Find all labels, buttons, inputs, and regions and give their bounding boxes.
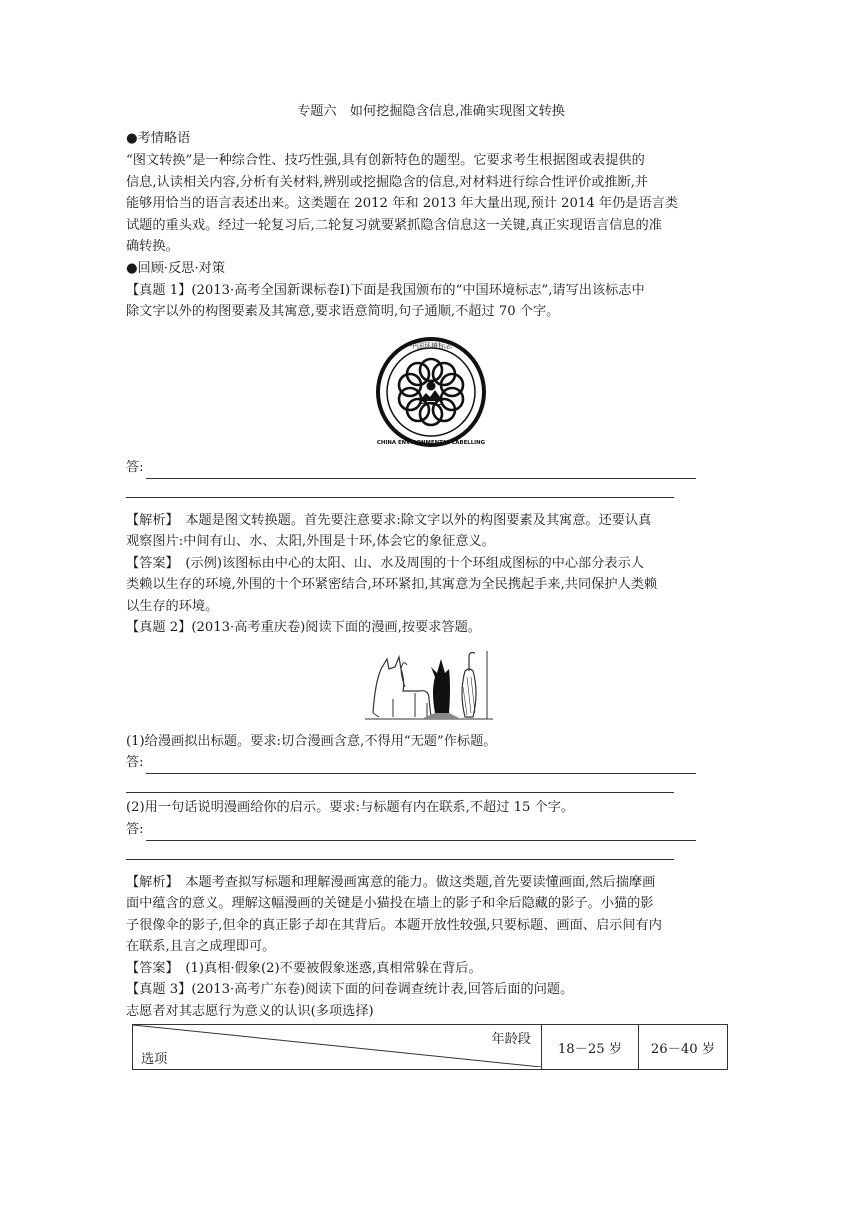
- environment-logo-icon: [375, 331, 487, 453]
- survey-table: [132, 1024, 728, 1070]
- answer-label: 答:: [126, 755, 144, 770]
- table-header-row: [133, 1025, 728, 1070]
- answer-line[interactable]: [126, 457, 736, 479]
- overview-line: “图文转换”是一种综合性、技巧性强,具有创新特色的题型。它要求考生根据图或表提供的: [126, 153, 645, 168]
- logo-top-text: 中国环境标志: [410, 341, 452, 350]
- diagonal-divider: [133, 1025, 541, 1067]
- answer-text: 类赖以生存的环境,外围的十个环紧密结合,环环紧扣,其寓意为全民携起手来,共同保护人类赖: [126, 577, 658, 592]
- question-2-text: 【真题 2】(2013·高考重庆卷)阅读下面的漫画,按要求答题。: [126, 620, 481, 635]
- analysis-text: 子很像伞的影子,但伞的真正影子却在其背后。本题开放性较强,只要标题、画面、启示间有内: [126, 917, 662, 933]
- overview-line: 能够用恰当的语言表述出来。这类题在 2012 年和 2013 年大量出现,预计 2014 年仍是语言类: [126, 196, 679, 211]
- corner-label-age: 年龄段: [491, 1032, 531, 1047]
- question-3-text: 【真题 3】(2013·高考广东卷)阅读下面的问卷调查统计表,回答后面的问题。: [126, 982, 574, 997]
- corner-label-option: 选项: [141, 1052, 168, 1067]
- question-1-text: 除文字以外的构图要素及其寓意,要求语意简明,句子通顺,不超过 70 个字。: [126, 304, 560, 319]
- answer-blank-continued[interactable]: [126, 841, 674, 860]
- section-heading-exam-overview: ●考情略语: [126, 131, 191, 146]
- cartoon-illustration-icon: [365, 647, 497, 727]
- answer-label: 答:: [126, 821, 144, 837]
- china-environmental-label-logo: [126, 331, 736, 453]
- question-1-text: 【真题 1】(2013·高考全国新课标卷Ⅰ)下面是我国颁布的“中国环境标志”,请写出该标志中: [126, 282, 645, 298]
- answer-blank-continued[interactable]: [126, 479, 674, 498]
- document-title: 专题六 如何挖掘隐含信息,准确实现图文转换: [297, 104, 565, 119]
- answer-blank-continued[interactable]: [126, 774, 674, 793]
- answer-label: 答:: [126, 459, 144, 475]
- question-2-sub-1: (1)给漫画拟出标题。要求:切合漫画含意,不得用“无题”作标题。: [126, 733, 497, 749]
- answer-text: 【答案】 (1)真相·假象(2)不要被假象迷惑,真相常躲在背后。: [126, 960, 482, 976]
- answer-blank[interactable]: [146, 757, 696, 774]
- analysis-text: 【解析】 本题考查拟写标题和理解漫画寓意的能力。做这类题,首先要读懂画面,然后揣摩画: [126, 874, 656, 890]
- answer-text: 以生存的环境。: [126, 598, 219, 614]
- table-corner-cell: [133, 1025, 542, 1070]
- analysis-text: 面中蕴含的意义。理解这幅漫画的关键是小猫投在墙上的影子和伞后隐藏的影子。小猫的影: [126, 896, 654, 911]
- analysis-text: 在联系,且言之成理即可。: [126, 939, 276, 954]
- table-caption: 志愿者对其志愿行为意义的认识(多项选择): [126, 1003, 374, 1019]
- answer-line[interactable]: [126, 752, 736, 774]
- column-header: 18－25 岁: [542, 1025, 639, 1070]
- document-page: [126, 100, 736, 1070]
- answer-blank[interactable]: [146, 824, 696, 841]
- answer-text: 【答案】 (示例)该图标由中心的太阳、山、水及周围的十个环组成图标的中心部分表示人: [126, 555, 644, 571]
- overview-line: 信息,认读相关内容,分析有关材料,辨别或挖掘隐含的信息,对材料进行综合性评价或推断,并: [126, 174, 649, 190]
- answer-blank[interactable]: [146, 462, 696, 479]
- overview-line: 确转换。: [126, 239, 179, 254]
- overview-line: 试题的重头戏。经过一轮复习后,二轮复习就要紧抓隐含信息这一关键,真正实现语言信息的准: [126, 217, 662, 233]
- cartoon-cat-umbrella: [126, 647, 736, 727]
- logo-ring-text: CHINA ENVIRONMENTAL LABELLING: [376, 439, 486, 446]
- section-heading-review: ●回顾·反思·对策: [126, 260, 226, 276]
- analysis-text: 观察图片:中间有山、水、太阳,外围是十环,体会它的象征意义。: [126, 534, 495, 549]
- column-header: 26－40 岁: [639, 1025, 728, 1070]
- answer-line[interactable]: [126, 819, 736, 841]
- question-2-sub-2: (2)用一句话说明漫画给你的启示。要求:与标题有内在联系,不超过 15 个字。: [126, 800, 575, 815]
- analysis-text: 【解析】 本题是图文转换题。首先要注意要求:除文字以外的构图要素及其寓意。还要认真: [126, 512, 652, 528]
